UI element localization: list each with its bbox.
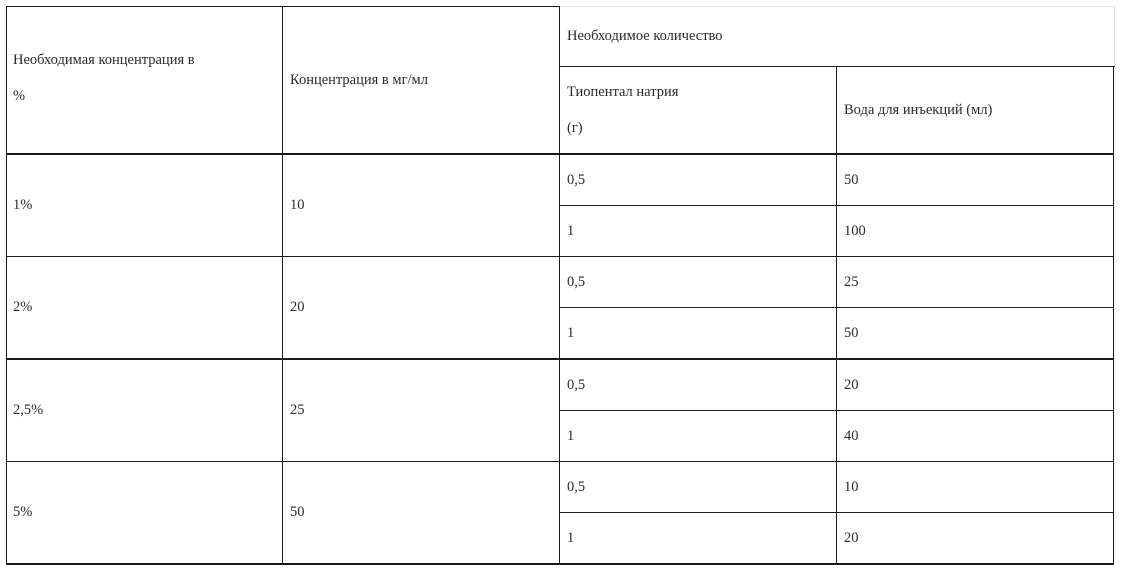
row-1a-water: 50 — [844, 171, 859, 188]
row-3b-thiopental: 1 — [567, 427, 575, 444]
row-3-percent: 2,5% — [13, 402, 44, 418]
header-required-amount — [560, 16, 1114, 56]
table-bottom-border — [6, 563, 1114, 565]
row-4b-thiopental: 1 — [567, 529, 575, 546]
header-concentration-mg-ml-label: Концентрация в мг/мл — [290, 71, 428, 88]
row-3a-thiopental: 0,5 — [567, 376, 586, 393]
header-thiopental-line-2: (г) — [567, 120, 583, 136]
row-4-concentration: 50 — [290, 504, 305, 520]
subheader-divider — [559, 66, 1115, 67]
row-3-concentration: 25 — [290, 402, 305, 418]
row-2a-water: 25 — [844, 273, 859, 290]
header-concentration-mg-ml — [283, 60, 559, 100]
row-2b-thiopental: 1 — [567, 324, 575, 341]
header-water-label: Вода для инъекций (мл) — [844, 101, 993, 118]
header-required-concentration — [6, 42, 282, 114]
group-right-border — [1114, 6, 1115, 66]
row-2-concentration: 20 — [290, 299, 305, 315]
row-3b-water: 40 — [844, 427, 859, 444]
row-2a-thiopental: 0,5 — [567, 273, 586, 290]
row-2-percent: 2% — [13, 299, 33, 315]
row-4-percent: 5% — [13, 504, 33, 520]
header-thiopental-line-1: Тиопентал натрия — [567, 84, 679, 100]
group-top-border — [559, 6, 1115, 7]
table-right-border — [1113, 66, 1114, 564]
row-4b-water: 20 — [844, 529, 859, 546]
row-4a-water: 10 — [844, 478, 859, 495]
header-required-concentration-line-2: % — [13, 88, 26, 104]
row-1a-thiopental: 0,5 — [567, 171, 586, 188]
row-3a-water: 20 — [844, 376, 859, 393]
row-4a-thiopental: 0,5 — [567, 478, 586, 495]
header-required-concentration-line-1: Необходимая концентрация в — [13, 52, 195, 68]
header-water — [837, 90, 1113, 130]
row-1b-water: 100 — [844, 222, 866, 239]
row-1b-thiopental: 1 — [567, 222, 575, 239]
row-2b-water: 50 — [844, 324, 859, 341]
row-1-concentration: 10 — [290, 197, 305, 213]
header-required-amount-label: Необходимое количество — [567, 27, 723, 44]
row-1-percent: 1% — [13, 197, 33, 213]
header-thiopental — [560, 74, 836, 146]
